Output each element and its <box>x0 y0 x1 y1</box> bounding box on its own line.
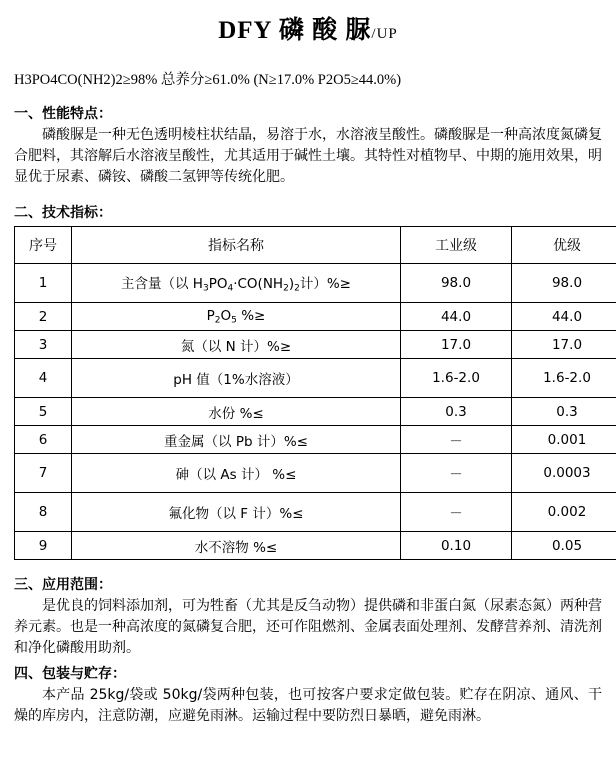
section-text-applications <box>14 596 602 659</box>
table-row <box>15 398 616 426</box>
section-heading-performance: 一、性能特点： <box>14 103 602 123</box>
col-header-no: 序号 <box>15 227 72 264</box>
row-no: 7 <box>15 454 72 493</box>
spec-table-body <box>15 227 616 560</box>
row-name: 重金属（以 Pb 计）%≤ <box>72 426 401 454</box>
section-text-packaging <box>14 685 602 727</box>
page-title-suffix: /UP <box>371 26 397 42</box>
table-row <box>15 493 616 532</box>
page-title <box>14 10 602 46</box>
section-text-performance <box>14 125 602 188</box>
row-premium: 0.05 <box>512 532 616 560</box>
row-industrial: － <box>401 454 512 493</box>
row-name: 氟化物（以 F 计）%≤ <box>72 493 401 532</box>
row-no: 6 <box>15 426 72 454</box>
row-premium: 17.0 <box>512 331 616 359</box>
row-name: 砷（以 As 计） %≤ <box>72 454 401 493</box>
col-header-premium: 优级 <box>512 227 616 264</box>
section-heading-packaging: 四、包装与贮存： <box>14 663 602 683</box>
table-row <box>15 454 616 493</box>
col-header-industrial: 工业级 <box>401 227 512 264</box>
row-premium: 44.0 <box>512 303 616 331</box>
page-title-main: DFY 磷 酸 脲 <box>218 17 371 44</box>
row-premium: 0.3 <box>512 398 616 426</box>
chemical-formula-line: H3PO4CO(NH2)2≥98% 总养分≥61.0% (N≥17.0% P2O5≥44.0%) <box>14 68 602 89</box>
table-row <box>15 532 616 560</box>
section-text-applications-body: 是优良的饲料添加剂，可为牲畜（尤其是反刍动物）提供磷和非蛋白氮（尿素态氮）两种营养元素。也是一种高浓度的氮磷复合肥，还可作阻燃剂、金属表面处理剂、发酵营养剂、清洗剂和净化磷酸用助剂。 <box>14 598 602 656</box>
table-row <box>15 264 616 303</box>
spec-table <box>14 226 616 560</box>
row-industrial: 0.3 <box>401 398 512 426</box>
row-industrial: 44.0 <box>401 303 512 331</box>
row-industrial: 17.0 <box>401 331 512 359</box>
table-row <box>15 359 616 398</box>
row-name: pH 值（1%水溶液） <box>72 359 401 398</box>
row-name: 水不溶物 %≤ <box>72 532 401 560</box>
row-premium: 0.002 <box>512 493 616 532</box>
table-row <box>15 303 616 331</box>
section-heading-specs: 二、技术指标： <box>14 202 602 222</box>
row-industrial: － <box>401 426 512 454</box>
row-name: 水份 %≤ <box>72 398 401 426</box>
row-industrial: 0.10 <box>401 532 512 560</box>
row-no: 1 <box>15 264 72 303</box>
row-premium: 98.0 <box>512 264 616 303</box>
row-name: $P_2O_5$ %≥ <box>72 303 401 331</box>
row-industrial: 1.6-2.0 <box>401 359 512 398</box>
row-no: 5 <box>15 398 72 426</box>
row-no: 8 <box>15 493 72 532</box>
table-header-row <box>15 227 616 264</box>
row-no: 4 <box>15 359 72 398</box>
row-no: 2 <box>15 303 72 331</box>
row-premium: 0.001 <box>512 426 616 454</box>
row-industrial: － <box>401 493 512 532</box>
table-row <box>15 331 616 359</box>
col-header-name: 指标名称 <box>72 227 401 264</box>
section-text-packaging-body: 本产品 25kg/袋或 50kg/袋两种包装，也可按客户要求定做包装。贮存在阴凉、通风、干燥的库房内，注意防潮，应避免雨淋。运输过程中要防烈日暴晒，避免雨淋。 <box>14 687 602 724</box>
row-no: 3 <box>15 331 72 359</box>
section-heading-applications: 三、应用范围： <box>14 574 602 594</box>
row-premium: 0.0003 <box>512 454 616 493</box>
row-no: 9 <box>15 532 72 560</box>
table-row <box>15 426 616 454</box>
section-text-performance-body: 磷酸脲是一种无色透明棱柱状结晶，易溶于水，水溶液呈酸性。磷酸脲是一种高浓度氮磷复合肥料，其溶解后水溶液呈酸性，尤其适用于碱性土壤。其特性对植物早、中期的施用效果，明显优于尿素、磷铵、磷酸二氢钾等传统化肥。 <box>14 127 602 185</box>
row-premium: 1.6-2.0 <box>512 359 616 398</box>
row-industrial: 98.0 <box>401 264 512 303</box>
row-name: 氮（以 N 计）%≥ <box>72 331 401 359</box>
document-page <box>0 10 616 757</box>
row-name: 主含量（以 $H_3PO_4\cdot CO(NH_2)_2$计）%≥ <box>72 264 401 303</box>
